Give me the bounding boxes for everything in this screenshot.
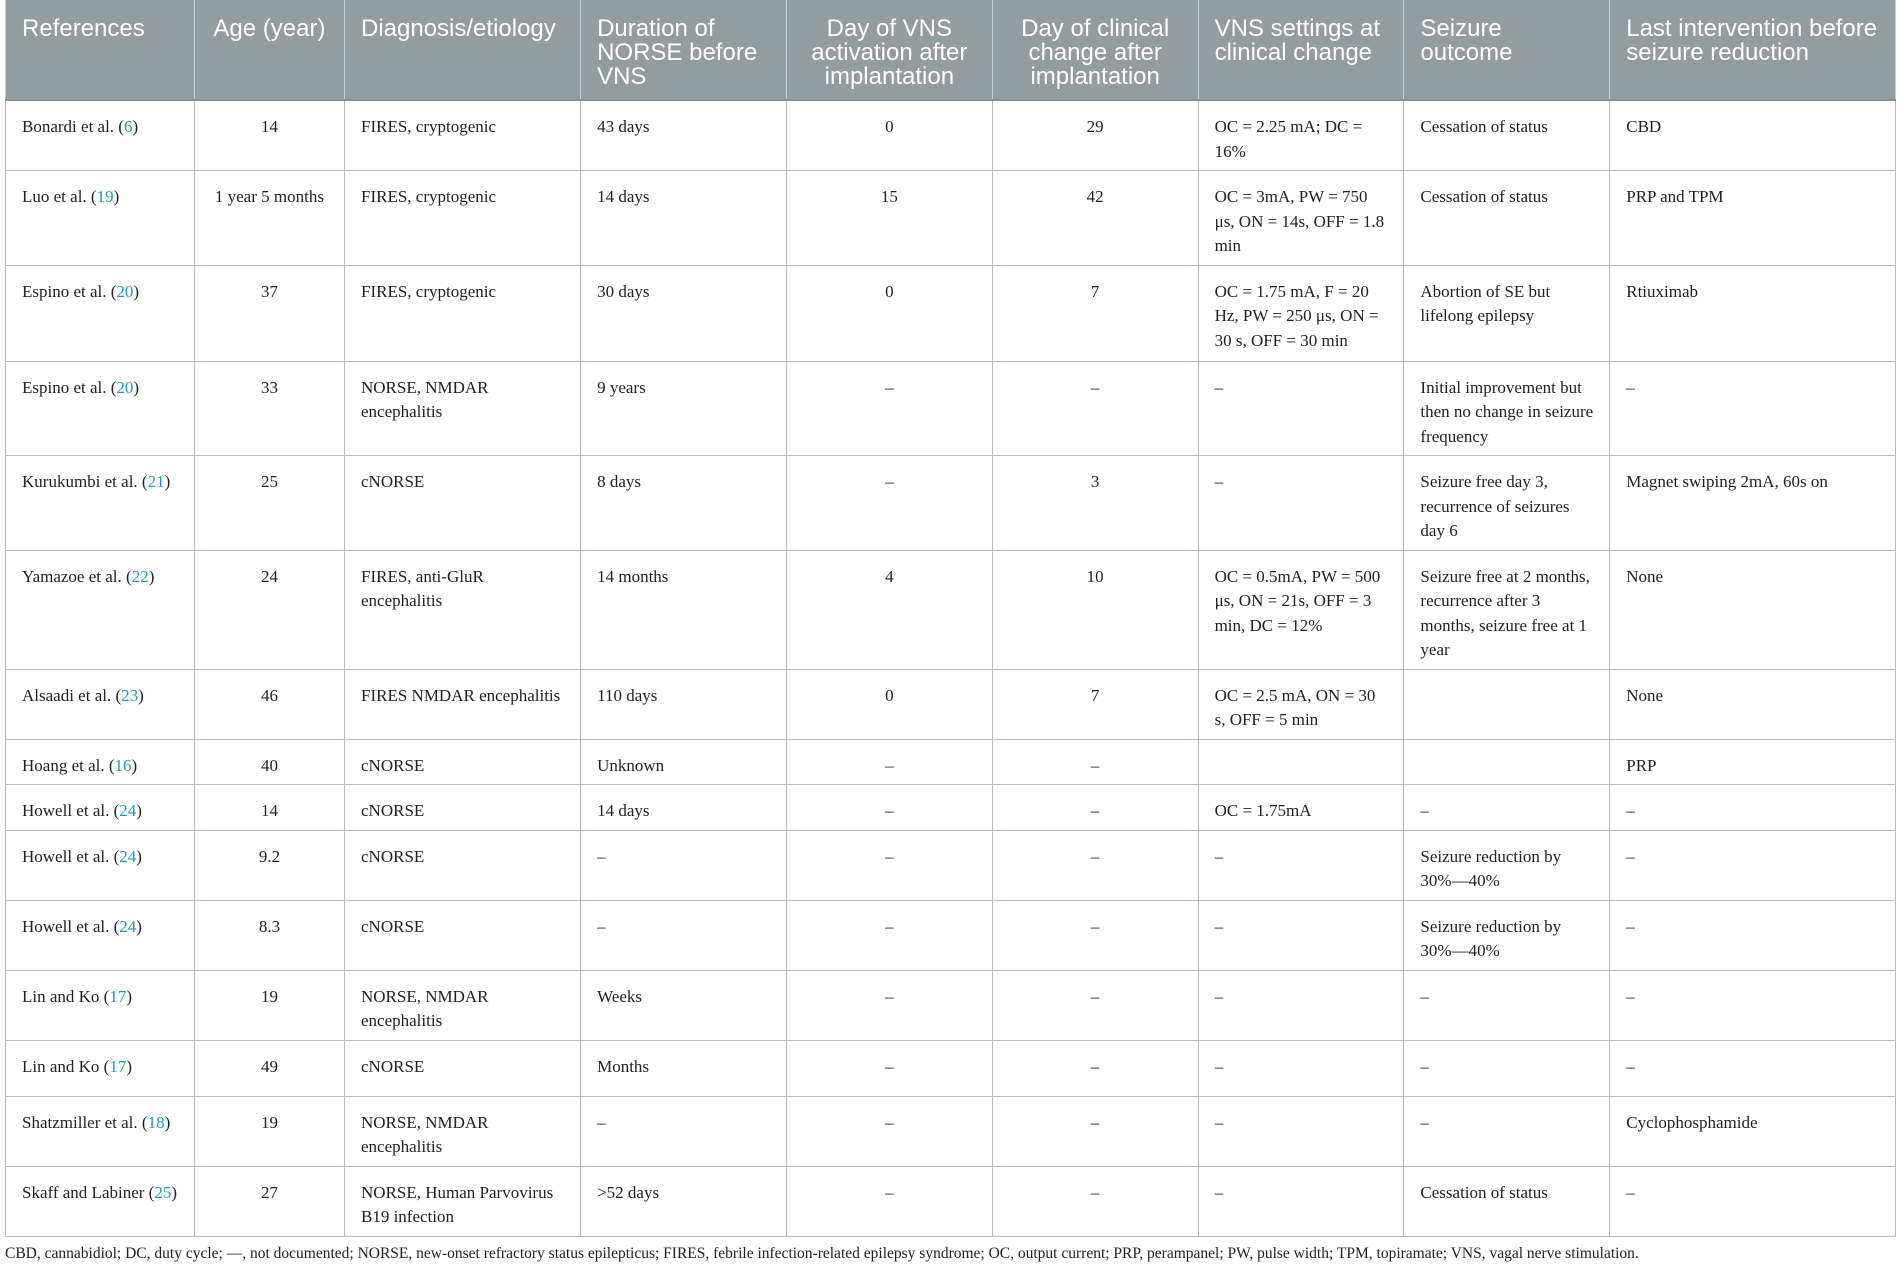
reference-link[interactable]: 18 bbox=[147, 1112, 165, 1132]
reference-authors: Howell et al. ( bbox=[22, 801, 120, 820]
outcome-cell bbox=[1404, 739, 1610, 785]
duration-cell: 43 days bbox=[581, 100, 787, 171]
outcome-cell: Seizure free day 3, recurrence of seizures day 6 bbox=[1404, 456, 1610, 551]
intervention-cell: None bbox=[1610, 669, 1896, 739]
age-cell: 19 bbox=[194, 1096, 344, 1166]
diagnosis-cell: cNORSE bbox=[345, 456, 581, 551]
diagnosis-cell: FIRES, cryptogenic bbox=[345, 265, 581, 361]
duration-cell: 14 months bbox=[581, 550, 787, 669]
reference-authors: Hoang et al. ( bbox=[22, 755, 115, 775]
header-settings: VNS settings at clinical change bbox=[1198, 0, 1404, 100]
reference-cell bbox=[6, 100, 195, 171]
settings-cell: – bbox=[1198, 456, 1404, 551]
intervention-cell: – bbox=[1610, 830, 1896, 900]
settings-cell: OC = 1.75mA bbox=[1198, 785, 1404, 831]
reference-cell bbox=[6, 739, 195, 785]
diagnosis-cell: cNORSE bbox=[345, 785, 581, 831]
duration-cell: 110 days bbox=[581, 669, 787, 739]
change-day-cell: – bbox=[992, 970, 1198, 1040]
header-outcome: Seizure outcome bbox=[1404, 0, 1610, 100]
activation-day-cell: – bbox=[786, 1166, 992, 1236]
reference-link[interactable]: 19 bbox=[96, 187, 114, 206]
intervention-cell: – bbox=[1610, 785, 1896, 831]
reference-authors: Kurukumbi et al. ( bbox=[22, 472, 148, 491]
reference-cell bbox=[6, 550, 195, 669]
header-change-day: Day of clinical change after implantation bbox=[992, 0, 1198, 100]
reference-authors: Espino et al. ( bbox=[22, 377, 117, 397]
outcome-cell: Initial improvement but then no change in seizure frequency bbox=[1404, 361, 1610, 456]
reference-link[interactable]: 24 bbox=[119, 916, 137, 936]
age-cell: 14 bbox=[194, 100, 344, 171]
intervention-cell: CBD bbox=[1610, 100, 1896, 171]
change-day-cell: – bbox=[992, 361, 1198, 456]
duration-cell: 14 days bbox=[581, 171, 787, 266]
reference-cell bbox=[6, 669, 195, 739]
reference-close-paren: ) bbox=[136, 846, 142, 866]
settings-cell: – bbox=[1198, 900, 1404, 970]
duration-cell: – bbox=[581, 830, 787, 900]
diagnosis-cell: NORSE, Human Parvovirus B19 infection bbox=[345, 1166, 581, 1236]
table-row bbox=[6, 100, 1896, 171]
table-row bbox=[6, 265, 1896, 361]
reference-close-paren: ) bbox=[164, 1112, 171, 1132]
diagnosis-cell: FIRES, anti-GluR encephalitis bbox=[345, 550, 581, 669]
activation-day-cell: – bbox=[786, 1096, 992, 1166]
vns-norse-table bbox=[5, 0, 1896, 1237]
reference-cell bbox=[6, 970, 195, 1040]
reference-close-paren: ) bbox=[164, 472, 171, 491]
outcome-cell: – bbox=[1404, 970, 1610, 1040]
age-cell: 1 year 5 months bbox=[194, 171, 344, 266]
reference-link[interactable]: 17 bbox=[109, 1056, 127, 1076]
age-cell: 25 bbox=[194, 456, 344, 551]
reference-cell bbox=[6, 900, 195, 970]
outcome-cell: Seizure reduction by 30%—40% bbox=[1404, 830, 1610, 900]
reference-close-paren: ) bbox=[136, 801, 142, 820]
intervention-cell: PRP bbox=[1610, 739, 1896, 785]
reference-cell bbox=[6, 1096, 195, 1166]
table-container bbox=[5, 0, 1896, 1237]
intervention-cell: – bbox=[1610, 1040, 1896, 1096]
reference-cell bbox=[6, 171, 195, 266]
intervention-cell: – bbox=[1610, 900, 1896, 970]
intervention-cell: Magnet swiping 2mA, 60s on bbox=[1610, 456, 1896, 551]
reference-link[interactable]: 20 bbox=[116, 281, 134, 301]
intervention-cell: – bbox=[1610, 361, 1896, 456]
reference-close-paren: ) bbox=[133, 377, 140, 397]
change-day-cell: 42 bbox=[992, 171, 1198, 266]
table-row bbox=[6, 785, 1896, 831]
intervention-cell: – bbox=[1610, 1166, 1896, 1236]
duration-cell: 9 years bbox=[581, 361, 787, 456]
reference-cell bbox=[6, 830, 195, 900]
change-day-cell: – bbox=[992, 739, 1198, 785]
change-day-cell: 7 bbox=[992, 265, 1198, 361]
reference-link[interactable]: 25 bbox=[154, 1182, 172, 1202]
table-row bbox=[6, 830, 1896, 900]
diagnosis-cell: NORSE, NMDAR encephalitis bbox=[345, 970, 581, 1040]
header-diagnosis: Diagnosis/etiology bbox=[345, 0, 581, 100]
duration-cell: Months bbox=[581, 1040, 787, 1096]
reference-link[interactable]: 24 bbox=[119, 801, 137, 820]
activation-day-cell: 4 bbox=[786, 550, 992, 669]
change-day-cell: – bbox=[992, 785, 1198, 831]
diagnosis-cell: FIRES, cryptogenic bbox=[345, 100, 581, 171]
table-row bbox=[6, 739, 1896, 785]
outcome-cell: Cessation of status bbox=[1404, 100, 1610, 171]
settings-cell: OC = 0.5mA, PW = 500 μs, ON = 21s, OFF = 3 min, DC = 12% bbox=[1198, 550, 1404, 669]
change-day-cell: 3 bbox=[992, 456, 1198, 551]
age-cell: 14 bbox=[194, 785, 344, 831]
duration-cell: – bbox=[581, 1096, 787, 1166]
settings-cell: – bbox=[1198, 830, 1404, 900]
outcome-cell bbox=[1404, 669, 1610, 739]
reference-close-paren: ) bbox=[131, 755, 138, 775]
activation-day-cell: 0 bbox=[786, 669, 992, 739]
reference-cell bbox=[6, 265, 195, 361]
diagnosis-cell: NORSE, NMDAR encephalitis bbox=[345, 361, 581, 456]
settings-cell: OC = 2.5 mA, ON = 30 s, OFF = 5 min bbox=[1198, 669, 1404, 739]
header-references: References bbox=[6, 0, 195, 100]
reference-link[interactable]: 24 bbox=[119, 846, 137, 866]
change-day-cell: – bbox=[992, 900, 1198, 970]
outcome-cell: Abortion of SE but lifelong epilepsy bbox=[1404, 265, 1610, 361]
reference-link[interactable]: 16 bbox=[114, 755, 132, 775]
activation-day-cell: – bbox=[786, 739, 992, 785]
change-day-cell: – bbox=[992, 1040, 1198, 1096]
header-activation-day: Day of VNS activation after implantation bbox=[786, 0, 992, 100]
age-cell: 19 bbox=[194, 970, 344, 1040]
outcome-cell: Seizure free at 2 months, recurrence after 3 months, seizure free at 1 year bbox=[1404, 550, 1610, 669]
settings-cell: – bbox=[1198, 361, 1404, 456]
intervention-cell: Cyclophosphamide bbox=[1610, 1096, 1896, 1166]
activation-day-cell: – bbox=[786, 900, 992, 970]
intervention-cell: Rtiuximab bbox=[1610, 265, 1896, 361]
intervention-cell: – bbox=[1610, 970, 1896, 1040]
change-day-cell: 10 bbox=[992, 550, 1198, 669]
reference-cell bbox=[6, 785, 195, 831]
reference-close-paren: ) bbox=[171, 1182, 178, 1202]
reference-authors: Lin and Ko ( bbox=[22, 1056, 110, 1076]
table-row bbox=[6, 970, 1896, 1040]
reference-authors: Howell et al. ( bbox=[22, 846, 120, 866]
header-row bbox=[6, 0, 1896, 100]
age-cell: 27 bbox=[194, 1166, 344, 1236]
diagnosis-cell: NORSE, NMDAR encephalitis bbox=[345, 1096, 581, 1166]
diagnosis-cell: FIRES NMDAR encephalitis bbox=[345, 669, 581, 739]
duration-cell: 14 days bbox=[581, 785, 787, 831]
table-row bbox=[6, 900, 1896, 970]
table-body bbox=[6, 100, 1896, 1236]
outcome-cell: – bbox=[1404, 1096, 1610, 1166]
reference-close-paren: ) bbox=[132, 117, 139, 136]
age-cell: 8.3 bbox=[194, 900, 344, 970]
reference-close-paren: ) bbox=[113, 187, 120, 206]
activation-day-cell: 15 bbox=[786, 171, 992, 266]
table-row bbox=[6, 1040, 1896, 1096]
table-row bbox=[6, 550, 1896, 669]
age-cell: 37 bbox=[194, 265, 344, 361]
reference-close-paren: ) bbox=[126, 986, 133, 1006]
table-row bbox=[6, 1166, 1896, 1236]
change-day-cell: – bbox=[992, 1096, 1198, 1166]
table-row bbox=[6, 1096, 1896, 1166]
diagnosis-cell: cNORSE bbox=[345, 1040, 581, 1096]
duration-cell: >52 days bbox=[581, 1166, 787, 1236]
reference-cell bbox=[6, 456, 195, 551]
age-cell: 33 bbox=[194, 361, 344, 456]
intervention-cell: None bbox=[1610, 550, 1896, 669]
change-day-cell: 7 bbox=[992, 669, 1198, 739]
header-intervention: Last intervention before seizure reduction bbox=[1610, 0, 1896, 100]
reference-close-paren: ) bbox=[133, 281, 140, 301]
activation-day-cell: – bbox=[786, 830, 992, 900]
duration-cell: 8 days bbox=[581, 456, 787, 551]
change-day-cell: – bbox=[992, 830, 1198, 900]
reference-link[interactable]: 23 bbox=[121, 685, 139, 705]
age-cell: 24 bbox=[194, 550, 344, 669]
table-row bbox=[6, 669, 1896, 739]
reference-authors: Lin and Ko ( bbox=[22, 986, 110, 1006]
outcome-cell: Seizure reduction by 30%—40% bbox=[1404, 900, 1610, 970]
settings-cell bbox=[1198, 739, 1404, 785]
reference-cell bbox=[6, 1166, 195, 1236]
duration-cell: 30 days bbox=[581, 265, 787, 361]
outcome-cell: – bbox=[1404, 785, 1610, 831]
diagnosis-cell: cNORSE bbox=[345, 830, 581, 900]
change-day-cell: 29 bbox=[992, 100, 1198, 171]
reference-authors: Espino et al. ( bbox=[22, 281, 117, 301]
reference-authors: Howell et al. ( bbox=[22, 916, 120, 936]
reference-link[interactable]: 17 bbox=[109, 986, 127, 1006]
reference-cell bbox=[6, 361, 195, 456]
table-row bbox=[6, 361, 1896, 456]
activation-day-cell: – bbox=[786, 456, 992, 551]
activation-day-cell: 0 bbox=[786, 100, 992, 171]
diagnosis-cell: cNORSE bbox=[345, 739, 581, 785]
diagnosis-cell: cNORSE bbox=[345, 900, 581, 970]
settings-cell: OC = 2.25 mA; DC = 16% bbox=[1198, 100, 1404, 171]
header-duration: Duration of NORSE before VNS bbox=[581, 0, 787, 100]
activation-day-cell: – bbox=[786, 785, 992, 831]
reference-authors: Bonardi et al. ( bbox=[22, 117, 124, 136]
duration-cell: – bbox=[581, 900, 787, 970]
activation-day-cell: – bbox=[786, 970, 992, 1040]
age-cell: 40 bbox=[194, 739, 344, 785]
reference-link[interactable]: 21 bbox=[147, 472, 165, 491]
reference-authors: Skaff and Labiner ( bbox=[22, 1182, 155, 1202]
diagnosis-cell: FIRES, cryptogenic bbox=[345, 171, 581, 266]
settings-cell: – bbox=[1198, 1096, 1404, 1166]
table-row bbox=[6, 171, 1896, 266]
outcome-cell: Cessation of status bbox=[1404, 171, 1610, 266]
age-cell: 46 bbox=[194, 669, 344, 739]
table-row bbox=[6, 456, 1896, 551]
change-day-cell: – bbox=[992, 1166, 1198, 1236]
reference-authors: Shatzmiller et al. ( bbox=[22, 1112, 148, 1132]
reference-close-paren: ) bbox=[138, 685, 144, 705]
settings-cell: OC = 1.75 mA, F = 20 Hz, PW = 250 μs, ON = 30 s, OFF = 30 min bbox=[1198, 265, 1404, 361]
header-age: Age (year) bbox=[194, 0, 344, 100]
reference-close-paren: ) bbox=[136, 916, 142, 936]
settings-cell: OC = 3mA, PW = 750 μs, ON = 14s, OFF = 1.8 min bbox=[1198, 171, 1404, 266]
activation-day-cell: – bbox=[786, 1040, 992, 1096]
reference-close-paren: ) bbox=[148, 566, 155, 586]
reference-authors: Alsaadi et al. ( bbox=[22, 685, 122, 705]
settings-cell: – bbox=[1198, 970, 1404, 1040]
reference-cell bbox=[6, 1040, 195, 1096]
settings-cell: – bbox=[1198, 1166, 1404, 1236]
reference-link[interactable]: 20 bbox=[116, 377, 134, 397]
age-cell: 9.2 bbox=[194, 830, 344, 900]
duration-cell: Unknown bbox=[581, 739, 787, 785]
table-footnote: CBD, cannabidiol; DC, duty cycle; —, not documented; NORSE, new-onset refractory status epilepticus; FIRES, febrile infection-related epilepsy syndrome; OC, output current; PRP, perampanel; PW, pulse width; TPM, topiramate; VNS, vagal nerve stimulation. bbox=[5, 1245, 1639, 1262]
intervention-cell: PRP and TPM bbox=[1610, 171, 1896, 266]
reference-authors: Luo et al. ( bbox=[22, 187, 97, 206]
activation-day-cell: 0 bbox=[786, 265, 992, 361]
reference-link[interactable]: 22 bbox=[131, 566, 149, 586]
outcome-cell: – bbox=[1404, 1040, 1610, 1096]
settings-cell: – bbox=[1198, 1040, 1404, 1096]
duration-cell: Weeks bbox=[581, 970, 787, 1040]
outcome-cell: Cessation of status bbox=[1404, 1166, 1610, 1236]
activation-day-cell: – bbox=[786, 361, 992, 456]
reference-close-paren: ) bbox=[126, 1056, 133, 1076]
age-cell: 49 bbox=[194, 1040, 344, 1096]
reference-link[interactable]: 6 bbox=[123, 117, 133, 136]
reference-authors: Yamazoe et al. ( bbox=[22, 566, 132, 586]
